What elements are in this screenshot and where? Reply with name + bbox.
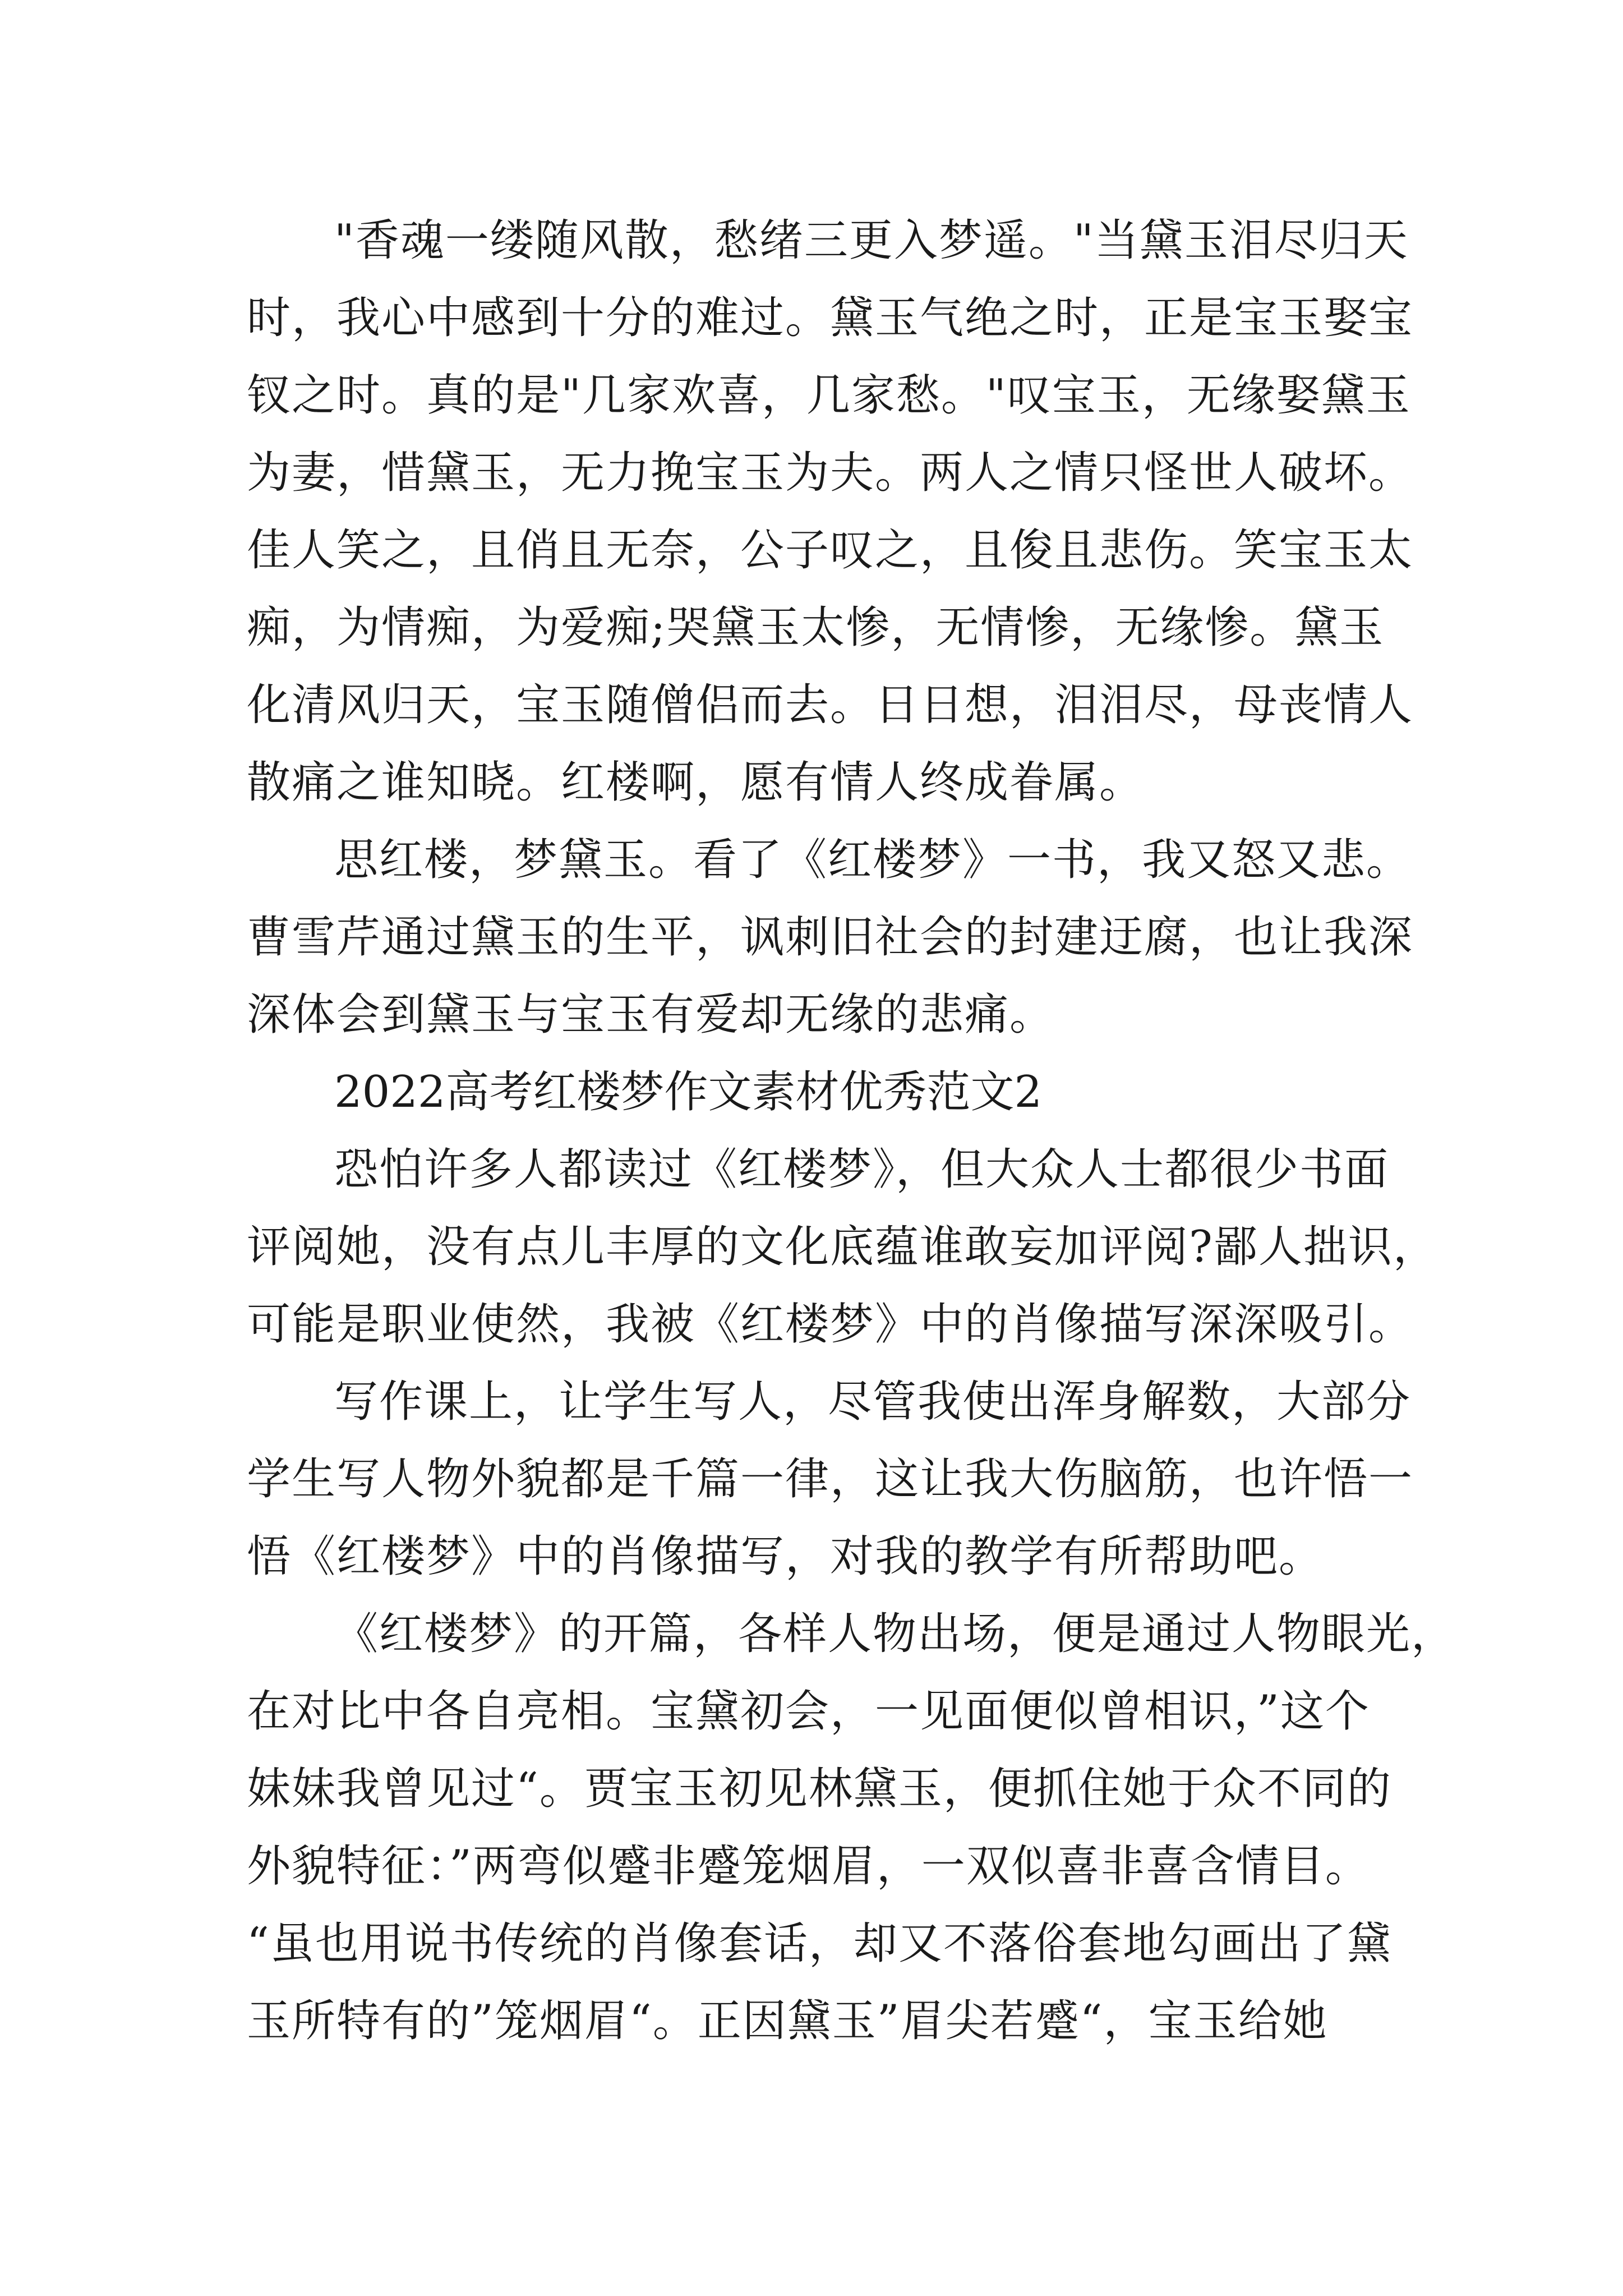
text-line: 玉所特有的”笼烟眉“。正因黛玉”眉尖若蹙“，宝玉给她 <box>247 1996 1328 2046</box>
text-line: 化清风归天，宝玉随僧侣而去。日日想，泪泪尽，母丧情人 <box>247 680 1414 730</box>
text-line: 学生写人物外貌都是千篇一律，这让我大伤脑筋，也许悟一 <box>247 1454 1414 1504</box>
text-line: 散痛之谁知晓。红楼啊，愿有情人终成眷属。 <box>247 757 1145 808</box>
text-line: 外貌特征：”两弯似蹙非蹙笼烟眉，一双似喜非喜含情目。 <box>247 1841 1370 1892</box>
text-line: 深体会到黛玉与宝玉有爱却无缘的悲痛。 <box>247 990 1055 1040</box>
text-line: 《红楼梦》的开篇，各样人物出场，便是通过人物眼光， <box>334 1609 1456 1659</box>
paragraph-1 <box>247 202 1414 821</box>
text-line: "香魂一缕随风散，愁绪三更入梦遥。"当黛玉泪尽归天 <box>334 215 1409 266</box>
text-line: 在对比中各自亮相。宝黛初会，一见面便似曾相识，”这个 <box>247 1686 1370 1737</box>
text-line: 写作课上，让学生写人，尽管我使出浑身解数，大部分 <box>334 1377 1412 1427</box>
text-line: 妹妹我曾见过“。贾宝玉初见林黛玉，便抓住她于众不同的 <box>247 1764 1392 1814</box>
section-heading <box>247 1053 1396 1131</box>
heading-text: 2022高考红楼梦作文素材优秀范文2 <box>334 1067 1043 1117</box>
text-line: 为妻，惜黛玉，无力挽宝玉为夫。两人之情只怪世人破坏。 <box>247 448 1414 498</box>
text-line: 佳人笑之，且俏且无奈，公子叹之，且俊且悲伤。笑宝玉太 <box>247 525 1414 576</box>
text-line: “虽也用说书传统的肖像套话，却又不落俗套地勾画出了黛 <box>247 1918 1392 1969</box>
paragraph-3 <box>247 1131 1438 1363</box>
text-line: 可能是职业使然，我被《红楼梦》中的肖像描写深深吸引。 <box>247 1299 1414 1350</box>
text-line: 思红楼，梦黛玉。看了《红楼梦》一书，我又怒又悲。 <box>334 835 1412 885</box>
text-line: 痴，为情痴，为爱痴;哭黛玉太惨，无情惨，无缘惨。黛玉 <box>247 602 1385 653</box>
text-line: 曹雪芹通过黛玉的生平，讽刺旧社会的封建迂腐，也让我深 <box>247 912 1414 963</box>
text-line: 钗之时。真的是"几家欢喜，几家愁。"叹宝玉，无缘娶黛玉 <box>247 370 1411 421</box>
paragraph-2 <box>247 821 1414 1053</box>
paragraph-4 <box>247 1363 1414 1595</box>
text-line: 评阅她，没有点儿丰厚的文化底蕴谁敢妄加评阅?鄙人拙识， <box>247 1222 1438 1272</box>
text-line: 时，我心中感到十分的难过。黛玉气绝之时，正是宝玉娶宝 <box>247 293 1414 343</box>
text-line: 悟《红楼梦》中的肖像描写，对我的教学有所帮助吧。 <box>247 1531 1324 1582</box>
document-body <box>247 202 1456 2060</box>
text-line: 恐怕许多人都读过《红楼梦》，但大众人士都很少书面 <box>334 1144 1390 1195</box>
paragraph-5 <box>247 1595 1456 2060</box>
